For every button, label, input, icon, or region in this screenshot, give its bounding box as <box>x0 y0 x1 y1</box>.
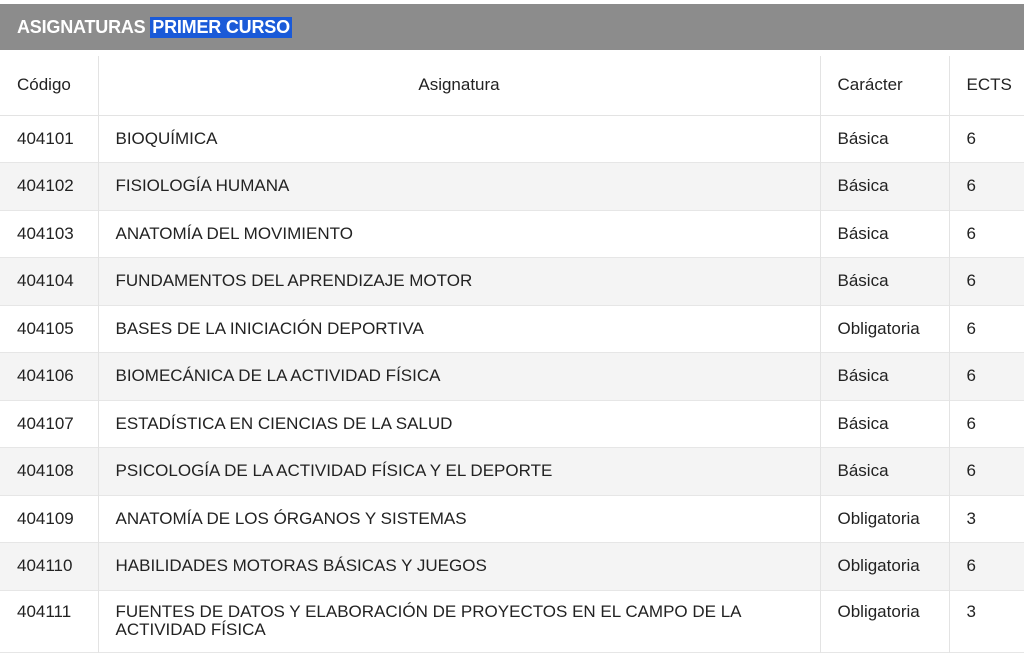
table-row <box>0 400 1024 448</box>
cell-ects: 6 <box>949 258 1024 306</box>
table-row <box>0 448 1024 496</box>
cell-ects: 6 <box>949 115 1024 163</box>
cell-ects: 6 <box>949 543 1024 591</box>
cell-ects: 6 <box>949 210 1024 258</box>
cell-type: Obligatoria <box>820 590 949 652</box>
cell-ects: 6 <box>949 163 1024 211</box>
cell-type: Obligatoria <box>820 543 949 591</box>
table-header-row <box>0 56 1024 115</box>
cell-subject: BIOQUÍMICA <box>98 115 820 163</box>
cell-ects: 3 <box>949 495 1024 543</box>
cell-ects: 6 <box>949 353 1024 401</box>
cell-code: 404110 <box>17 556 73 576</box>
column-header-code: Código <box>0 56 98 115</box>
table-row <box>0 258 1024 306</box>
cell-type: Básica <box>820 448 949 496</box>
table-row <box>0 115 1024 163</box>
cell-code: 404104 <box>17 271 74 291</box>
cell-subject: FUENTES DE DATOS Y ELABORACIÓN DE PROYECTOS EN EL CAMPO DE LA ACTIVIDAD FÍSICA <box>98 590 820 652</box>
column-header-ects: ECTS <box>949 56 1024 115</box>
cell-ects: 6 <box>949 305 1024 353</box>
cell-type: Obligatoria <box>820 305 949 353</box>
section-title <box>17 17 292 38</box>
section-title-highlight[interactable]: PRIMER CURSO <box>152 16 290 37</box>
subjects-table <box>0 56 1024 653</box>
cell-subject: FUNDAMENTOS DEL APRENDIZAJE MOTOR <box>98 258 820 306</box>
cell-ects: 3 <box>949 590 1024 652</box>
section-header <box>0 4 1024 50</box>
cell-code: 404109 <box>17 508 74 528</box>
cell-subject: ESTADÍSTICA EN CIENCIAS DE LA SALUD <box>98 400 820 448</box>
cell-subject: ANATOMÍA DEL MOVIMIENTO <box>98 210 820 258</box>
cell-code: 404101 <box>17 128 74 148</box>
table-row <box>0 353 1024 401</box>
table-row <box>0 495 1024 543</box>
cell-code: 404107 <box>17 413 74 433</box>
table-row <box>0 305 1024 353</box>
cell-code: 404105 <box>17 318 74 338</box>
subjects-table-container <box>0 56 1024 656</box>
table-row <box>0 163 1024 211</box>
cell-subject: PSICOLOGÍA DE LA ACTIVIDAD FÍSICA Y EL DEPORTE <box>98 448 820 496</box>
cell-type: Básica <box>820 210 949 258</box>
cell-code: 404108 <box>17 461 74 481</box>
cell-subject: BASES DE LA INICIACIÓN DEPORTIVA <box>98 305 820 353</box>
table-row <box>0 590 1024 652</box>
cell-type: Básica <box>820 353 949 401</box>
cell-code: 404111 <box>17 601 72 621</box>
cell-type: Básica <box>820 163 949 211</box>
cell-code: 404102 <box>17 176 74 196</box>
cell-code: 404106 <box>17 366 74 386</box>
cell-type: Obligatoria <box>820 495 949 543</box>
cell-type: Básica <box>820 258 949 306</box>
cell-subject: HABILIDADES MOTORAS BÁSICAS Y JUEGOS <box>98 543 820 591</box>
cell-subject: FISIOLOGÍA HUMANA <box>98 163 820 211</box>
cell-ects: 6 <box>949 448 1024 496</box>
cell-subject: ANATOMÍA DE LOS ÓRGANOS Y SISTEMAS <box>98 495 820 543</box>
column-header-subject: Asignatura <box>98 56 820 115</box>
table-row <box>0 543 1024 591</box>
cell-ects: 6 <box>949 400 1024 448</box>
cell-subject: BIOMECÁNICA DE LA ACTIVIDAD FÍSICA <box>98 353 820 401</box>
table-row <box>0 210 1024 258</box>
cell-type: Básica <box>820 400 949 448</box>
column-header-type: Carácter <box>820 56 949 115</box>
section-title-prefix: ASIGNATURAS <box>17 16 146 37</box>
cell-code: 404103 <box>17 223 74 243</box>
cell-type: Básica <box>820 115 949 163</box>
